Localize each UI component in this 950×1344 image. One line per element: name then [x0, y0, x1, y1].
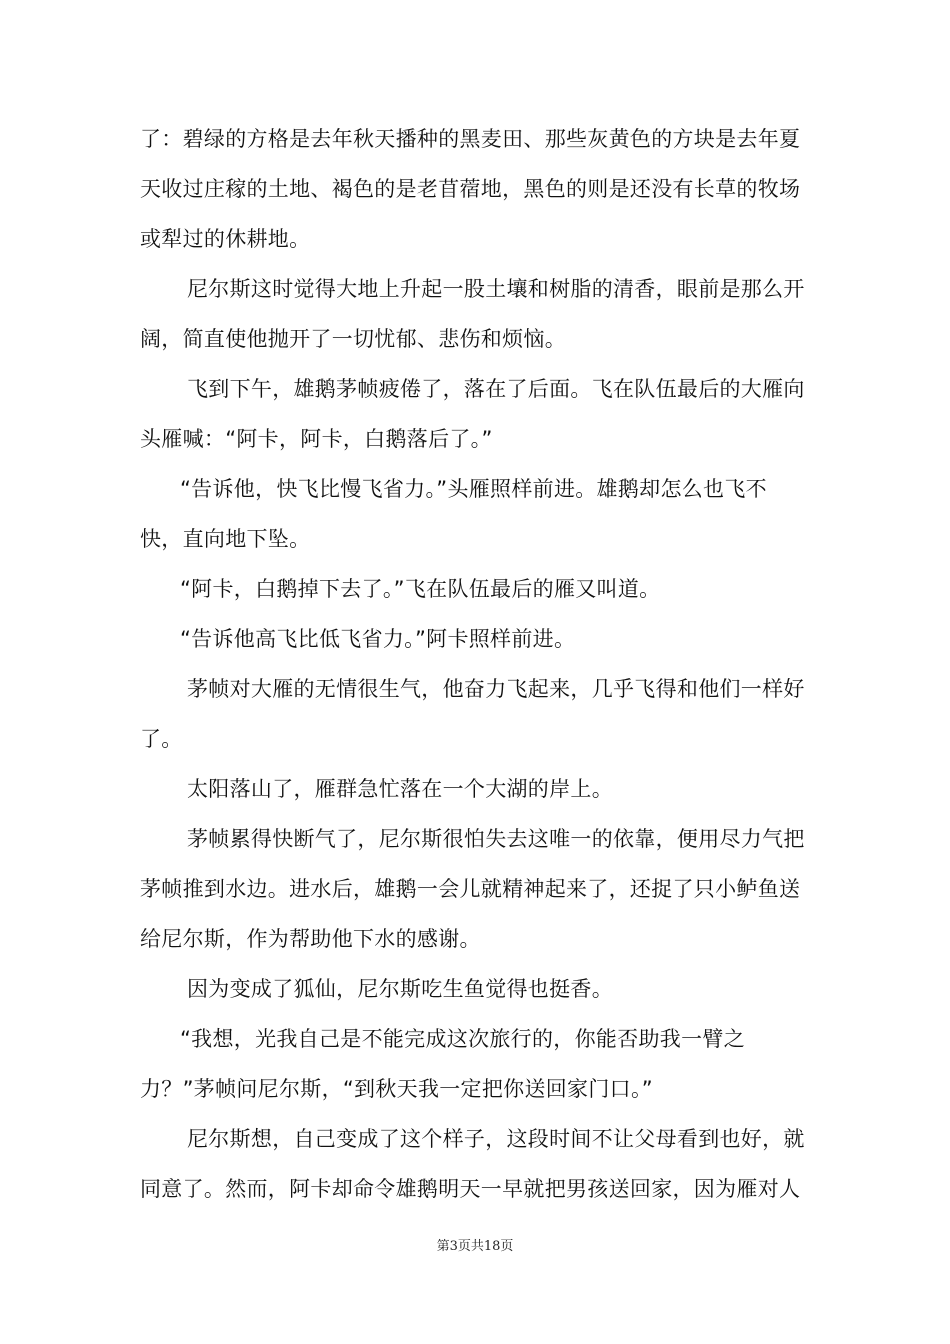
text-line: 天收过庄稼的土地、褐色的是老苜蓿地，黑色的则是还没有长草的牧场: [140, 177, 801, 201]
text-line: 力？”茅帧问尼尔斯，“到秋天我一定把你送回家门口。”: [140, 1077, 653, 1101]
text-line: 尼尔斯这时觉得大地上升起一股土壤和树脂的清香，眼前是那么开: [187, 277, 805, 301]
text-line: 同意了。然而，阿卡却命令雄鹅明天一早就把男孩送回家，因为雁对人: [140, 1177, 801, 1201]
text-line: 茅帧累得快断气了，尼尔斯很怕失去这唯一的依靠，便用尽力气把: [187, 827, 805, 851]
text-line: 因为变成了狐仙，尼尔斯吃生鱼觉得也挺香。: [187, 977, 613, 1001]
text-line: 或犁过的休耕地。: [140, 227, 311, 251]
text-line: 飞到下午，雄鹅茅帧疲倦了，落在了后面。飞在队伍最后的大雁向: [187, 377, 805, 401]
text-line: 太阳落山了，雁群急忙落在一个大湖的岸上。: [187, 777, 613, 801]
text-line: 尼尔斯想，自己变成了这个样子，这段时间不让父母看到也好，就: [187, 1127, 805, 1151]
page-number-footer: 第3页共18页: [436, 1239, 514, 1254]
text-line: “告诉他高飞比低飞省力。”阿卡照样前进。: [180, 627, 576, 651]
text-line: 阔，简直使他抛开了一切忧郁、悲伤和烦恼。: [140, 327, 566, 351]
text-line: “告诉他，快飞比慢飞省力。”头雁照样前进。雄鹅却怎么也飞不: [180, 477, 767, 501]
text-line: “我想，光我自己是不能完成这次旅行的，你能否助我一臂之: [180, 1027, 745, 1051]
text-line: 茅帧推到水边。进水后，雄鹅一会儿就精神起来了，还捉了只小鲈鱼送: [140, 877, 801, 901]
text-line: “阿卡，白鹅掉下去了。”飞在队伍最后的雁又叫道。: [180, 577, 661, 601]
text-line: 了：碧绿的方格是去年秋天播种的黑麦田、那些灰黄色的方块是去年夏: [140, 127, 801, 151]
text-line: 了。: [140, 727, 183, 751]
text-line: 茅帧对大雁的无情很生气，他奋力飞起来，几乎飞得和他们一样好: [187, 677, 805, 701]
text-line: 快，直向地下坠。: [140, 527, 311, 551]
text-line: 给尼尔斯，作为帮助他下水的感谢。: [140, 927, 481, 951]
text-line: 头雁喊：“阿卡，阿卡，白鹅落后了。”: [140, 427, 493, 451]
